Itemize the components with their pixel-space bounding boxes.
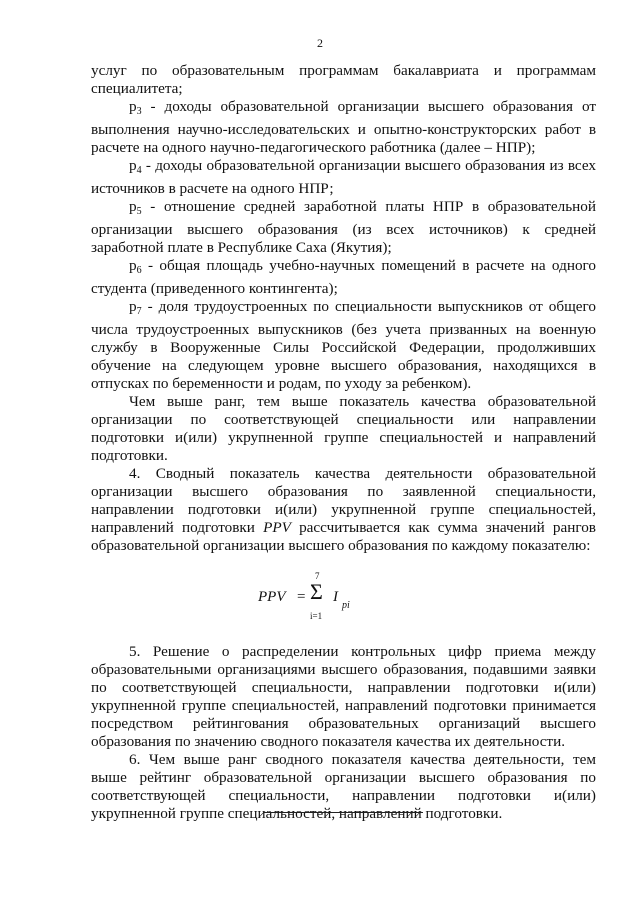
document-body xyxy=(91,62,596,823)
symbol-p: р xyxy=(129,257,137,274)
paragraph-text: услуг по образовательным программам бакалавриата и программам специалитета; xyxy=(91,62,596,97)
symbol-p: р xyxy=(129,298,137,315)
paragraph-p7 xyxy=(91,298,596,393)
ppv-symbol: PPV xyxy=(263,519,291,536)
symbol-p: р xyxy=(129,98,137,115)
formula-upper-limit: 7 xyxy=(315,571,320,581)
paragraph-item-5: 5. Решение о распределении контрольных цифр приема между образовательными организациями высшего образования, подавшими заявки по соответствующей специальности, направлении подготовки и(или) укрупненной группе специальностей, направлений подготовки принимается посредством рейтингования образовательных организаций высшего образования по значению сводного показателя качества их деятельности. xyxy=(91,643,596,750)
formula-lower-limit: i=1 xyxy=(310,611,323,621)
sigma-symbol: Σ xyxy=(310,579,323,604)
symbol-p: р xyxy=(129,198,137,215)
paragraph-p6 xyxy=(91,257,596,298)
paragraph-p5 xyxy=(91,198,596,257)
paragraph-text: 4. Сводный показатель качества деятельности образовательной организации высшего образования по заявленной специальности, направлении подготовки и(или) укрупненной группе специальностей, направлений подготовки xyxy=(91,465,596,536)
ppv-formula xyxy=(91,567,596,629)
formula-equals: = xyxy=(297,589,306,605)
paragraph-text: - доходы образовательной организации высшего образования от выполнения научно-исследовательских и опытно-конструкторских работ в расчете на одного научно-педагогического работника (далее – НПР); xyxy=(91,98,596,156)
paragraph-item-6: 6. Чем выше ранг сводного показателя качества деятельности, тем выше рейтинг образовательной организации высшего образования по соответствующей специальности, направлении подготовки и(или) укрупненной группе специальностей, направлений подготовки. xyxy=(91,751,596,822)
paragraph-rank-note: Чем выше ранг, тем выше показатель качества образовательной организации по соответствующей специальности или направлении подготовки и(или) укрупненной группе специальностей и направлений подготовки. xyxy=(91,393,596,464)
paragraph-continuation xyxy=(91,62,596,98)
paragraph-text: - отношение средней заработной платы НПР в образовательной организации высшего образования (из всех источников) к средней заработной плате в Республике Саха (Якутия); xyxy=(91,198,596,256)
page-number: 2 xyxy=(317,36,323,50)
formula-term-subscript: pi xyxy=(342,600,350,611)
end-divider-line xyxy=(263,812,423,813)
paragraph-text: рассчитывается как сумма значений рангов образовательной организации высшего образования по каждому показателю: xyxy=(91,519,596,554)
paragraph-p3 xyxy=(91,98,596,157)
symbol-index: 5 xyxy=(136,206,142,217)
symbol-index: 3 xyxy=(136,106,142,117)
paragraph-text: - доля трудоустроенных по специальности выпускников от общего числа трудоустроенных выпускников (без учета призванных на военную службу в Вооруженные Силы Российской Федерации, продолживших обучение на следующем уровне высшего образования, находящихся в отпусках по беременности и родам, по уходу за ребенком). xyxy=(91,298,596,392)
paragraph-text: - доходы образовательной организации высшего образования из всех источников в расчете на одного НПР; xyxy=(91,157,596,197)
formula-term: I xyxy=(333,589,338,605)
symbol-p: р xyxy=(129,157,137,174)
symbol-index: 4 xyxy=(136,165,142,176)
paragraph-p4 xyxy=(91,157,596,198)
formula-lhs: PPV xyxy=(258,589,286,605)
paragraph-text: - общая площадь учебно-научных помещений в расчете на одного студента (приведенного контингента); xyxy=(91,257,596,297)
symbol-index: 6 xyxy=(136,265,142,276)
symbol-index: 7 xyxy=(136,306,142,317)
paragraph-item-4 xyxy=(91,465,596,555)
